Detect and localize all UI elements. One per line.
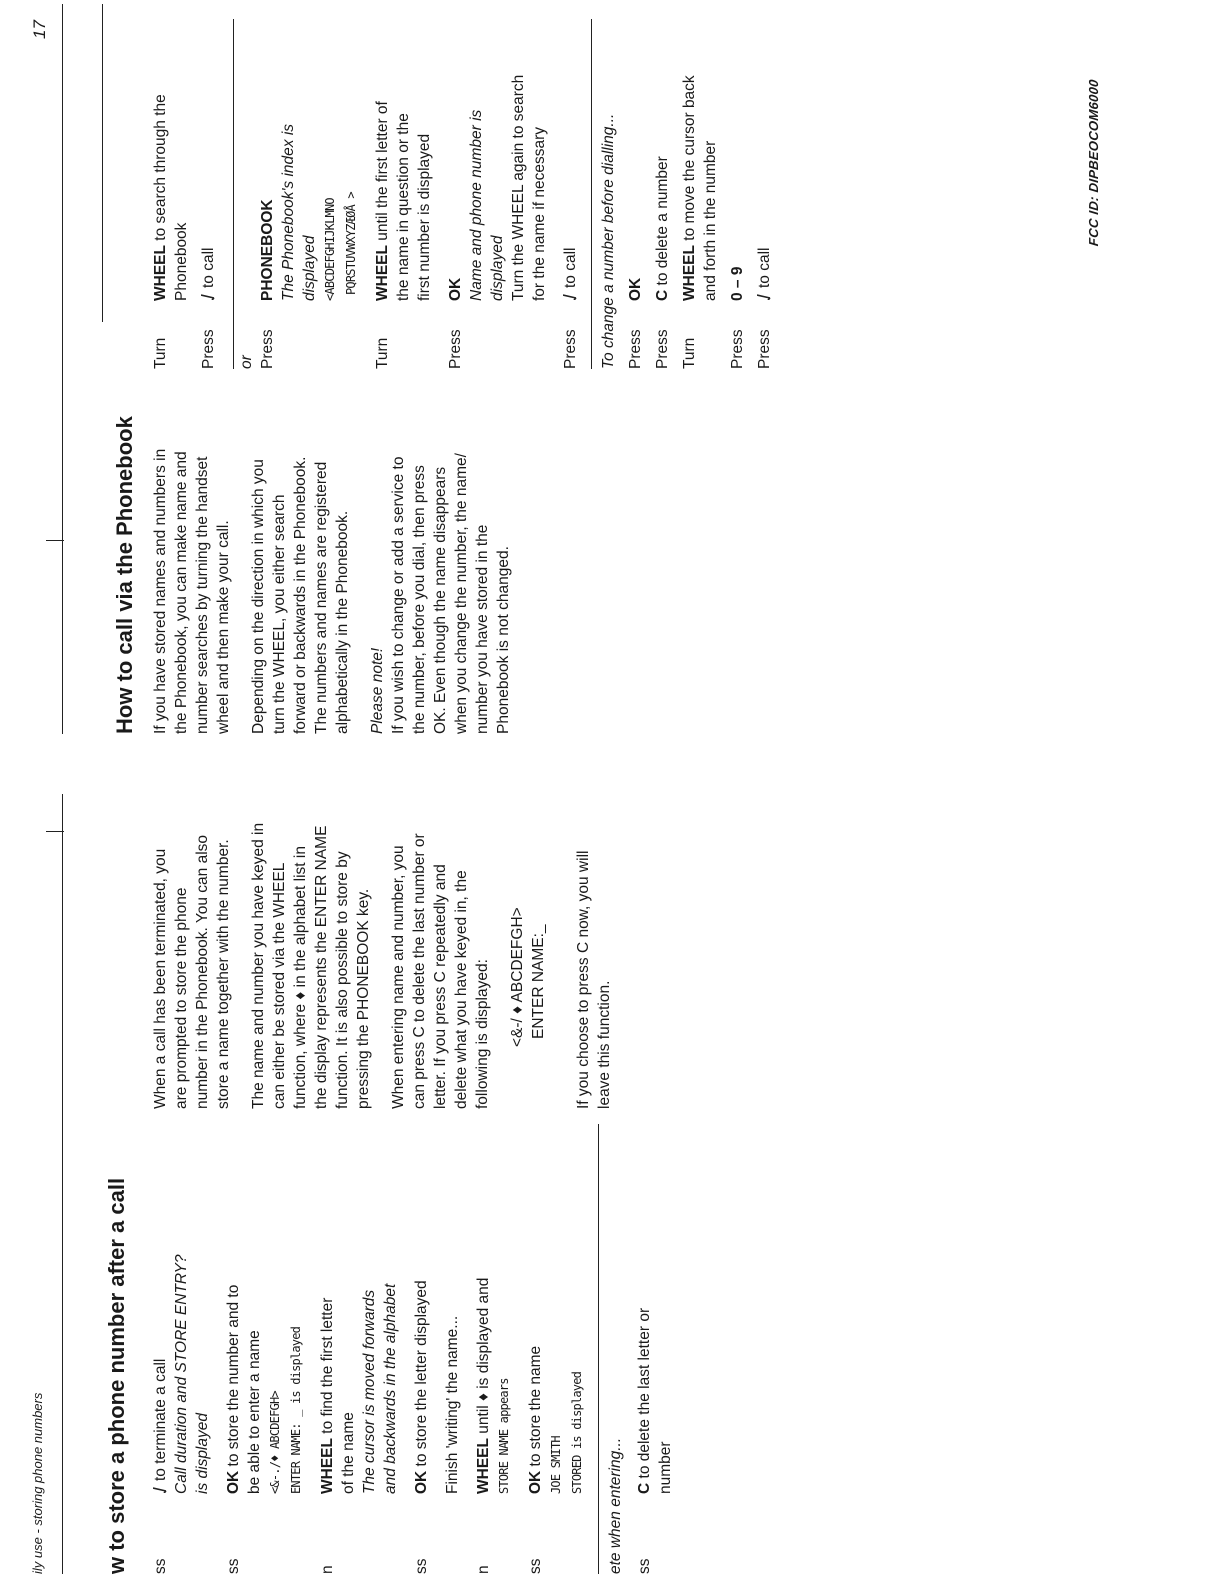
step-verb: ss (636, 1558, 653, 1574)
step-verb: Turn (374, 337, 391, 369)
change-step-wheel (679, 19, 721, 369)
top-rule-right (62, 4, 63, 734)
step-verb: ss (527, 1558, 544, 1574)
paragraph (248, 394, 353, 734)
delete-heading: ete when entering... (607, 1437, 624, 1574)
divider (598, 1124, 599, 1574)
step-ok-store-name (525, 1124, 588, 1574)
text-line: letter. If you press C repeatedly and (432, 864, 449, 1109)
display-line: ENTER NAME:_ (530, 924, 547, 1039)
text-line: function. It is also possible to store by (334, 851, 351, 1109)
step-press-ok (445, 19, 550, 369)
text-line: turn the WHEEL, you either search (271, 494, 288, 734)
key-label: WHEEL (152, 245, 169, 301)
lcd-text: STORE NAME appears (497, 1378, 511, 1494)
text-line: leave this function. (596, 980, 613, 1109)
top-rule-left (62, 794, 63, 1574)
step-verb: n (319, 1565, 336, 1574)
step-text: for the name if necessary (531, 126, 548, 301)
text-line: delete what you have keyed in, the (453, 870, 470, 1109)
call-icon (201, 294, 215, 300)
text-line: alphabetically in the Phonebook. (334, 510, 351, 734)
step-verb: Press (654, 329, 671, 369)
paragraph (150, 779, 234, 1109)
divider (233, 19, 234, 369)
call-info-column (150, 394, 528, 734)
text-line: following is displayed: (474, 959, 491, 1109)
key-label: WHEEL (319, 1438, 336, 1494)
lcd-text: <ABCDEFGHIJKLMNO (323, 198, 337, 301)
step-verb (442, 1494, 463, 1574)
key-label: C (636, 1482, 653, 1494)
section-title-store: w to store a phone number after a call (104, 1177, 129, 1574)
divider (591, 19, 592, 369)
text-line: The numbers and names are registered (313, 461, 330, 734)
store-steps (150, 1124, 686, 1574)
lcd-text: ENTER NAME: _ is displayed (289, 1326, 303, 1494)
paragraph (150, 394, 234, 734)
step-text: OK to store the letter displayed (413, 1280, 430, 1494)
step-text: The cursor is moved forwards (361, 1289, 378, 1494)
running-head: ily use - storing phone numbers (30, 1392, 45, 1574)
step-verb: Press (627, 329, 644, 369)
step-wheel-store-name (473, 1124, 515, 1574)
text-line: The name and number you have keyed in (250, 822, 267, 1109)
step-text: WHEEL to move the cursor back (681, 75, 698, 301)
step-verb: Turn (681, 337, 698, 369)
fcc-id: FCC ID: DIPBEOCOM6000 (1086, 78, 1101, 247)
text-line: the number, before you dial, then press (411, 465, 428, 734)
step-text (625, 19, 646, 301)
step-verb: Press (562, 329, 579, 369)
step-text: to call (200, 247, 217, 288)
step-text (445, 19, 466, 301)
text-line: OK. Even though the name disappears (432, 466, 449, 734)
step-text: of the name (340, 1412, 357, 1494)
change-step-call (754, 19, 775, 369)
step-text: 0 – 9 (729, 266, 746, 301)
sub-rule-right (102, 4, 103, 322)
step-text: WHEEL until the first letter of (374, 101, 391, 301)
step-text: to terminate a call (152, 1358, 169, 1481)
text-line: If you choose to press C now, you will (575, 850, 592, 1109)
lcd-text: <&-./♦ ABCDEFGH> (268, 1391, 282, 1494)
step-text: to call (562, 247, 579, 288)
step-text: first number is displayed (416, 133, 433, 301)
key-label: OK (527, 1470, 544, 1494)
step-text: be able to enter a name (246, 1330, 263, 1494)
step-turn-wheel (150, 19, 192, 369)
key-label: OK (225, 1470, 242, 1494)
text-line: are prompted to store the phone (173, 887, 190, 1109)
step-ok-store-number (223, 1124, 307, 1574)
step-text: OK to store the name (527, 1345, 544, 1494)
rule-tick-right (46, 540, 64, 541)
key-label: WHEEL (475, 1438, 492, 1494)
step-turn-until (372, 19, 435, 369)
step-text: The Phonebook's index is (280, 123, 297, 301)
key-label: OK (627, 277, 644, 301)
step-or (236, 19, 257, 369)
step-text: WHEEL to find the first letter (319, 1297, 336, 1494)
step-text: displayed (489, 235, 506, 301)
step-verb: ss (152, 1558, 169, 1574)
key-label: OK (447, 277, 464, 301)
paragraph (248, 779, 374, 1109)
text-line: number searches by turning the handset (194, 456, 211, 734)
text-line: If you wish to change or add a service to (390, 456, 407, 734)
text-line: wheel and then make your call. (215, 520, 232, 734)
step-wheel-letter (317, 1124, 401, 1574)
step-verb: Press (756, 329, 773, 369)
lcd-text: STORED is displayed (570, 1371, 584, 1494)
text-line: store a name together with the number. (215, 839, 232, 1109)
call-icon (757, 294, 771, 300)
step-verb: Press (259, 329, 276, 369)
change-step-ok (625, 19, 646, 369)
step-finish-writing (442, 1124, 463, 1574)
change-heading: To change a number before dialling... (600, 113, 617, 369)
key-label: OK (413, 1470, 430, 1494)
step-text: WHEEL until ♦ is displayed and (475, 1277, 492, 1494)
text-line: number in the Phonebook. You can also (194, 834, 211, 1109)
step-text: number (657, 1441, 674, 1494)
or-label: or (238, 355, 255, 369)
step-text: to call (756, 247, 773, 288)
step-text: Finish 'writing' the name... (444, 1315, 461, 1494)
text-line: forward or backwards in the Phonebook. (292, 456, 309, 734)
text-line: pressing the PHONEBOOK key. (355, 888, 372, 1109)
note-label: Please note! (369, 647, 386, 734)
step-text: Phonebook (173, 222, 190, 301)
step-text: displayed (301, 235, 318, 301)
change-step-c (652, 19, 673, 369)
step-ok-store-letter (411, 1124, 432, 1574)
text-line: Phonebook is not changed. (495, 546, 512, 734)
display-example (507, 779, 549, 1109)
step-verb: Press (200, 329, 217, 369)
step-text: and backwards in the alphabet (382, 1283, 399, 1494)
text-line: can either be stored via the WHEEL (271, 862, 288, 1109)
step-text: PHONEBOOK (259, 199, 276, 301)
step-text: the name in question or the (395, 113, 412, 301)
paragraph (388, 779, 493, 1109)
text-line: number you have stored in the (474, 524, 491, 734)
text-line: the Phonebook, you can make name and (173, 451, 190, 734)
text-line: If you have stored names and numbers in (152, 448, 169, 734)
paragraph (573, 779, 615, 1109)
section-title-call: How to call via the Phonebook (112, 416, 137, 734)
end-call-icon (153, 1487, 167, 1493)
step-press-call (198, 19, 219, 369)
step-verb: ss (413, 1558, 430, 1574)
step-text: C to delete the last letter or (636, 1307, 653, 1494)
note-paragraph (367, 394, 514, 734)
call-icon (563, 294, 577, 300)
step-verb: Press (447, 329, 464, 369)
step-text: OK to store the number and to (225, 1284, 242, 1494)
step-text: C to delete a number (654, 156, 671, 301)
lcd-text: JOE SMITH (549, 1436, 563, 1494)
page-number: 17 (30, 20, 49, 39)
step-text: Name and phone number is (468, 109, 485, 301)
text-line: when you change the number, the name/ (453, 453, 470, 734)
step-verb: Press (729, 329, 746, 369)
step-text: is displayed (194, 1413, 211, 1494)
change-step-digits (727, 19, 748, 369)
key-label: C (654, 289, 671, 301)
step-text: Call duration and STORE ENTRY? (173, 1254, 190, 1494)
text-line: When a call has been terminated, you (152, 848, 169, 1109)
step-press-call-2 (560, 19, 581, 369)
step-text: and forth in the number (702, 140, 719, 301)
text-line: function, where ♦ in the alphabet list in (292, 846, 309, 1109)
step-verb: ss (225, 1558, 242, 1574)
step-text: WHEEL to search through the (152, 94, 169, 301)
key-label: WHEEL (681, 245, 698, 301)
text-line: the display represents the ENTER NAME (313, 825, 330, 1109)
step-text: Turn the WHEEL again to search (510, 74, 527, 301)
step-press-phonebook (257, 19, 362, 369)
store-info-column (150, 779, 629, 1109)
rule-tick-left (46, 831, 64, 832)
text-line: When entering name and number, you (390, 845, 407, 1109)
step-verb: Turn (152, 337, 169, 369)
key-label: WHEEL (374, 245, 391, 301)
step-terminate (150, 1124, 213, 1574)
display-line: <&-/ ♦ ABCDEFGH> (509, 907, 526, 1047)
step-delete (634, 1124, 676, 1574)
call-steps (150, 19, 785, 369)
text-line: Depending on the direction in which you (250, 459, 267, 734)
text-line: can press C to delete the last number or (411, 833, 428, 1109)
step-verb: n (475, 1565, 492, 1574)
lcd-text: PQRSTUVWXYZÆØÅ > (344, 192, 358, 295)
